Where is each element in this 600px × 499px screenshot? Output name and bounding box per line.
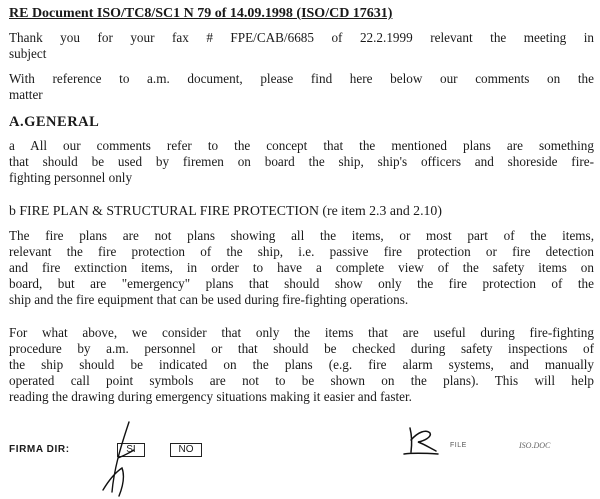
option-si-checkbox[interactable]: SI <box>117 443 145 457</box>
para-a-line-2: that should be used by firemen on board the ship, ship's officers and shoreside fire- <box>9 154 594 169</box>
firma-dir-label: FIRMA DIR: <box>9 444 70 455</box>
file-value: ISO.DOC <box>519 441 551 450</box>
option-no-checkbox[interactable]: NO <box>170 443 202 457</box>
para-b-heading: b FIRE PLAN & STRUCTURAL FIRE PROTECTION (re item 2.3 and 2.10) <box>9 203 442 218</box>
para-b1-line-4: board, but are "emergency" plans that should show only the fire protection of the <box>9 276 594 291</box>
intro-line-1: Thank you for your fax # FPE/CAB/6685 of 22.2.1999 relevant the meeting in <box>9 30 594 45</box>
section-a-heading: A.GENERAL <box>9 114 100 130</box>
intro-line-2: subject <box>9 46 47 61</box>
reference-line-2: matter <box>9 87 43 102</box>
handwritten-signature-mark <box>85 420 165 499</box>
para-b1-line-5: ship and the fire equipment that can be used during fire-fighting operations. <box>9 292 409 307</box>
file-label: FILE <box>450 442 467 449</box>
para-b2-line-2: procedure by a.m. personnel or that should be checked during safety inspections of <box>9 341 594 356</box>
subject-line: RE Document ISO/TC8/SC1 N 79 of 14.09.1998 (ISO/CD 17631) <box>9 6 393 21</box>
para-b1-line-3: and fire extinction items, in order to have a complete view of the safety items on <box>9 260 594 275</box>
para-a-line-3: fighting personnel only <box>9 170 133 185</box>
initials-signature-mark <box>400 424 442 458</box>
para-b1-line-2: relevant the fire protection of the ship, i.e. passive fire protection or fire detection <box>9 244 594 259</box>
para-b2-line-5: reading the drawing during emergency situations making it easier and faster. <box>9 389 412 404</box>
para-b1-line-1: The fire plans are not plans showing all the items, or most part of the items, <box>9 228 594 243</box>
reference-line-1: With reference to a.m. document, please find here below our comments on the <box>9 71 594 86</box>
para-a-line-1: a All our comments refer to the concept that the mentioned plans are something <box>9 138 594 153</box>
para-b2-line-3: the ship should be indicated on the plans (e.g. fire alarm systems, and manually <box>9 357 594 372</box>
para-b2-line-4: operated call point symbols are not to be shown on the plans). This will help <box>9 373 594 388</box>
para-b2-line-1: For what above, we consider that only the items that are useful during fire-fighting <box>9 325 594 340</box>
